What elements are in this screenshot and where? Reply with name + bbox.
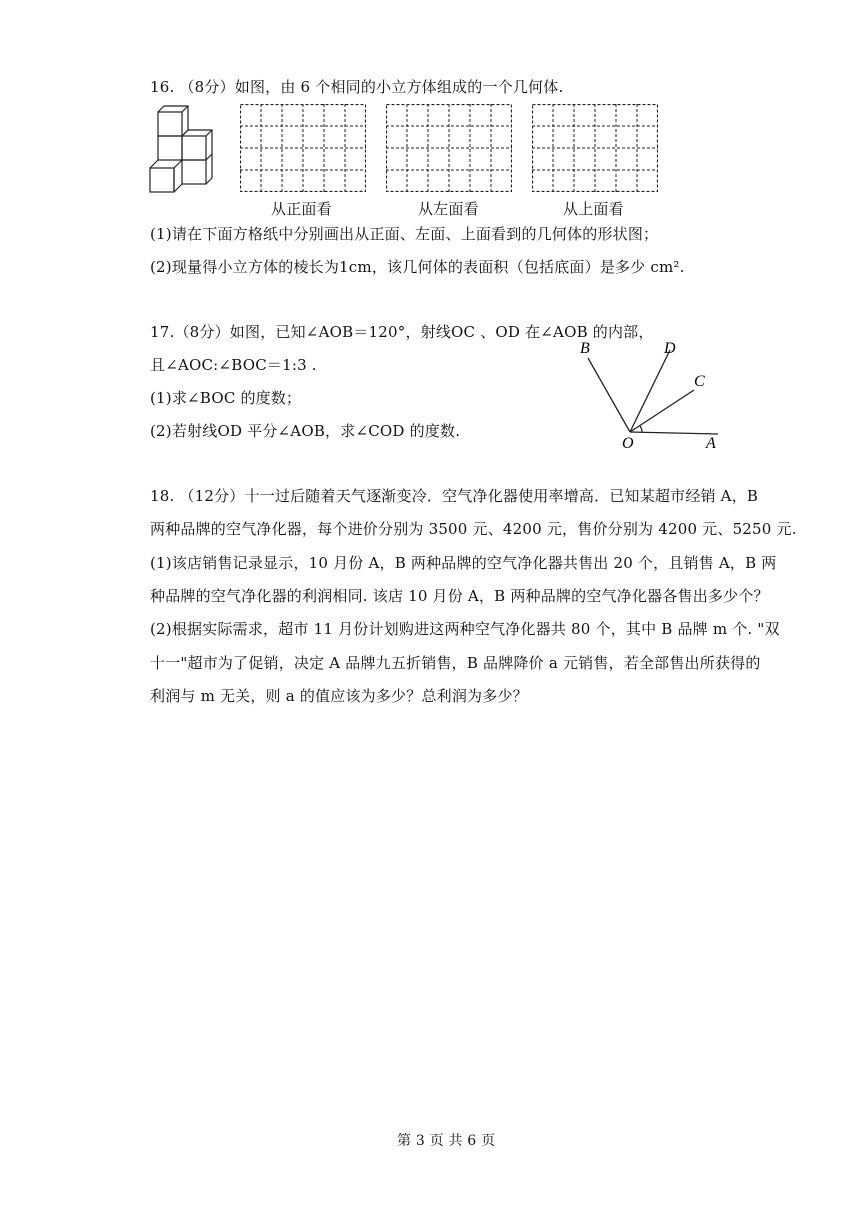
q16-part1: (1)请在下面方格纸中分别画出从正面、左面、上面看到的几何体的形状图； [150, 225, 659, 243]
q18-line3: (1)该店销售记录显示，10 月份 A，B 两种品牌的空气净化器共售出 20 个，且销售 A，B 两 [150, 554, 777, 572]
front-view-label: 从正面看 [271, 200, 332, 218]
top-view-grid[interactable] [532, 104, 658, 192]
q18-line4: 种品牌的空气净化器的利润相同. 该店 10 月份 A，B 两种品牌的空气净化器各售出多少个？ [150, 587, 769, 605]
page-number: 第 3 页 共 6 页 [397, 1133, 496, 1149]
q16-title: 16. （8分）如图，由 6 个相同的小立方体组成的一个几何体. [150, 78, 564, 96]
label-D: D [664, 340, 676, 357]
q16-part2: (2)现量得小立方体的棱长为1cm，该几何体的表面积（包括底面）是多少 cm². [150, 258, 685, 276]
q17-line3: (1)求∠BOC 的度数； [150, 389, 302, 407]
label-O: O [622, 435, 634, 452]
q18-line6: 十一"超市为了促销，决定 A 品牌九五折销售，B 品牌降价 a 元销售，若全部售出所获得的 [150, 654, 761, 672]
q17-line1: 17.（8分）如图，已知∠AOB＝120°，射线OC 、OD 在∠AOB 的内部， [150, 323, 654, 341]
q17-line4: (2)若射线OD 平分∠AOB，求∠COD 的度数. [150, 422, 461, 440]
angle-figure [570, 336, 730, 456]
label-B: B [580, 340, 590, 357]
cube-solid-figure [146, 104, 216, 198]
ray-OA [630, 432, 718, 434]
angle-arc [640, 426, 642, 432]
ray-OB [588, 358, 630, 432]
ray-OD [630, 350, 670, 432]
front-view-grid[interactable] [240, 104, 366, 192]
label-C: C [694, 373, 705, 390]
q18-line5: (2)根据实际需求，超市 11 月份计划购进这两种空气净化器共 80 个，其中 B 品牌 m 个. "双 [150, 620, 780, 638]
top-view-label: 从上面看 [563, 200, 624, 218]
q17-line2: 且∠AOC:∠BOC＝1:3 . [150, 356, 317, 374]
q18-line2: 两种品牌的空气净化器，每个进价分别为 3500 元、4200 元，售价分别为 4200 元、5250 元. [150, 520, 797, 538]
q18-line1: 18. （12分）十一过后随着天气逐渐变冷．空气净化器使用率增高．已知某超市经销 A，B [150, 487, 759, 505]
left-view-label: 从左面看 [418, 200, 479, 218]
q18-line7: 利润与 m 无关，则 a 的值应该为多少？总利润为多少？ [150, 687, 528, 705]
left-view-grid[interactable] [386, 104, 512, 192]
label-A: A [706, 435, 716, 452]
